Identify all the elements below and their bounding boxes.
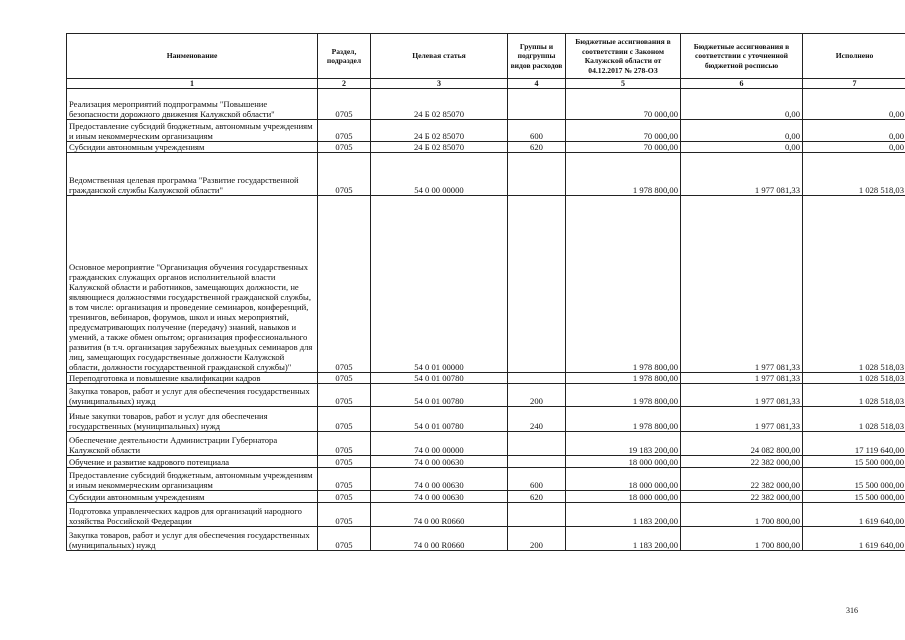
- header-name: Наименование: [67, 34, 318, 79]
- table-row: [67, 503, 905, 527]
- table-row: [67, 153, 905, 196]
- row-group: [508, 153, 566, 196]
- row-section: 0705: [318, 432, 371, 456]
- row-group: [508, 373, 566, 384]
- row-law: 1 978 800,00: [566, 153, 681, 196]
- row-name: Закупка товаров, работ и услуг для обеспечения государственных (муниципальных) нужд: [67, 527, 318, 551]
- col-number: 6: [681, 79, 803, 89]
- row-executed: 15 500 000,00: [803, 456, 905, 468]
- page-number: 316: [846, 606, 858, 615]
- table-row: [67, 491, 905, 503]
- row-executed: 17 119 640,00: [803, 432, 905, 456]
- row-section: 0705: [318, 196, 371, 373]
- table-row: [67, 384, 905, 407]
- row-target: 54 0 01 00780: [371, 373, 508, 384]
- row-section: 0705: [318, 468, 371, 491]
- row-name: Предоставление субсидий бюджетным, автономным учреждениям и иным некоммерческим организациям: [67, 120, 318, 142]
- row-target: 74 0 00 00630: [371, 456, 508, 468]
- row-group: [508, 503, 566, 527]
- row-refined: 1 977 081,33: [681, 196, 803, 373]
- table-row: [67, 373, 905, 384]
- row-law: 1 978 800,00: [566, 384, 681, 407]
- header-executed: Исполнено: [803, 34, 905, 79]
- row-law: 1 978 800,00: [566, 196, 681, 373]
- row-target: 74 0 00 R0660: [371, 527, 508, 551]
- row-target: 54 0 00 00000: [371, 153, 508, 196]
- row-law: 18 000 000,00: [566, 456, 681, 468]
- row-name: Реализация мероприятий подпрограммы "Повышение безопасности дорожного движения Калужской области": [67, 89, 318, 120]
- row-section: 0705: [318, 89, 371, 120]
- row-name: Предоставление субсидий бюджетным, автономным учреждениям и иным некоммерческим организациям: [67, 468, 318, 491]
- row-section: 0705: [318, 407, 371, 432]
- table-row: [67, 120, 905, 142]
- row-name: Обучение и развитие кадрового потенциала: [67, 456, 318, 468]
- row-law: 1 183 200,00: [566, 527, 681, 551]
- row-target: 54 0 01 00780: [371, 407, 508, 432]
- row-law: 70 000,00: [566, 120, 681, 142]
- row-section: 0705: [318, 384, 371, 407]
- col-number: 3: [371, 79, 508, 89]
- row-executed: 15 500 000,00: [803, 468, 905, 491]
- table-row: [67, 407, 905, 432]
- row-law: 1 978 800,00: [566, 373, 681, 384]
- row-law: 70 000,00: [566, 142, 681, 153]
- row-executed: 1 028 518,03: [803, 407, 905, 432]
- header-law: Бюджетные ассигнования в соответствии с Законом Калужской области от 04.12.2017 № 278-ОЗ: [566, 34, 681, 79]
- row-name: Подготовка управленческих кадров для организаций народного хозяйства Российской Федерации: [67, 503, 318, 527]
- row-name: Обеспечение деятельности Администрации Губернатора Калужской области: [67, 432, 318, 456]
- row-group: 200: [508, 384, 566, 407]
- row-executed: 0,00: [803, 89, 905, 120]
- row-target: 24 Б 02 85070: [371, 120, 508, 142]
- row-law: 70 000,00: [566, 89, 681, 120]
- row-name: Переподготовка и повышение квалификации кадров: [67, 373, 318, 384]
- row-refined: 1 700 800,00: [681, 527, 803, 551]
- row-group: 620: [508, 491, 566, 503]
- table-row: [67, 432, 905, 456]
- table-header-row: [67, 34, 905, 79]
- row-target: 74 0 00 00630: [371, 491, 508, 503]
- row-executed: 1 028 518,03: [803, 384, 905, 407]
- row-law: 1 978 800,00: [566, 407, 681, 432]
- col-number: 7: [803, 79, 905, 89]
- row-group: 200: [508, 527, 566, 551]
- row-refined: 1 977 081,33: [681, 407, 803, 432]
- table-row: [67, 89, 905, 120]
- row-group: [508, 196, 566, 373]
- table-row: [67, 142, 905, 153]
- header-group: Группы и подгруппы видов расходов: [508, 34, 566, 79]
- row-target: 74 0 00 00000: [371, 432, 508, 456]
- row-refined: 0,00: [681, 89, 803, 120]
- row-group: 240: [508, 407, 566, 432]
- row-section: 0705: [318, 373, 371, 384]
- row-refined: 1 977 081,33: [681, 153, 803, 196]
- row-executed: 1 028 518,03: [803, 373, 905, 384]
- table-row: [67, 468, 905, 491]
- row-name: Закупка товаров, работ и услуг для обеспечения государственных (муниципальных) нужд: [67, 384, 318, 407]
- row-executed: 15 500 000,00: [803, 491, 905, 503]
- col-number: 2: [318, 79, 371, 89]
- row-group: [508, 432, 566, 456]
- row-target: 24 Б 02 85070: [371, 89, 508, 120]
- col-number: 1: [67, 79, 318, 89]
- row-section: 0705: [318, 120, 371, 142]
- table-row: [67, 456, 905, 468]
- row-law: 1 183 200,00: [566, 503, 681, 527]
- header-refined: Бюджетные ассигнования в соответствии с уточненной бюджетной росписью: [681, 34, 803, 79]
- row-name: Субсидии автономным учреждениям: [67, 491, 318, 503]
- row-section: 0705: [318, 527, 371, 551]
- row-target: 24 Б 02 85070: [371, 142, 508, 153]
- row-refined: 22 382 000,00: [681, 491, 803, 503]
- row-group: 600: [508, 468, 566, 491]
- row-law: 19 183 200,00: [566, 432, 681, 456]
- row-refined: 1 977 081,33: [681, 384, 803, 407]
- row-executed: 0,00: [803, 142, 905, 153]
- row-name: Основное мероприятие "Организация обучения государственных гражданских служащих органов исполнительной власти Калужской области и работников, замещающих должности, не являющиеся должностями государственной гражданской службы, в том числе: организация и проведение семинаров, конференций, тренингов, вебинаров, форумов, школ и иных мероприятий, предусматривающих получение (передачу) знаний, навыков и умений, а также обмен опытом; организация профессионального развития (в т.ч. организация зарубежных выездных семинаров для лиц, замещающих государственные должности Калужской области, должности государственной гражданской службы)": [67, 196, 318, 373]
- row-executed: 0,00: [803, 120, 905, 142]
- column-number-row: [67, 79, 905, 89]
- row-refined: 0,00: [681, 142, 803, 153]
- row-group: 620: [508, 142, 566, 153]
- row-law: 18 000 000,00: [566, 491, 681, 503]
- col-number: 5: [566, 79, 681, 89]
- row-executed: 1 028 518,03: [803, 196, 905, 373]
- row-name: Ведомственная целевая программа "Развитие государственной гражданской службы Калужской области": [67, 153, 318, 196]
- row-target: 54 0 01 00780: [371, 384, 508, 407]
- row-refined: 22 382 000,00: [681, 468, 803, 491]
- row-group: [508, 456, 566, 468]
- row-refined: 22 382 000,00: [681, 456, 803, 468]
- col-number: 4: [508, 79, 566, 89]
- row-refined: 24 082 800,00: [681, 432, 803, 456]
- row-refined: 0,00: [681, 120, 803, 142]
- row-group: 600: [508, 120, 566, 142]
- header-target: Целевая статья: [371, 34, 508, 79]
- row-refined: 1 977 081,33: [681, 373, 803, 384]
- row-name: Субсидии автономным учреждениям: [67, 142, 318, 153]
- row-target: 74 0 00 R0660: [371, 503, 508, 527]
- row-executed: 1 028 518,03: [803, 153, 905, 196]
- row-executed: 1 619 640,00: [803, 527, 905, 551]
- row-target: 54 0 01 00000: [371, 196, 508, 373]
- row-group: [508, 89, 566, 120]
- row-section: 0705: [318, 142, 371, 153]
- header-section: Раздел, подраздел: [318, 34, 371, 79]
- row-law: 18 000 000,00: [566, 468, 681, 491]
- table-row: [67, 196, 905, 373]
- row-executed: 1 619 640,00: [803, 503, 905, 527]
- row-name: Иные закупки товаров, работ и услуг для обеспечения государственных (муниципальных) нужд: [67, 407, 318, 432]
- row-refined: 1 700 800,00: [681, 503, 803, 527]
- row-target: 74 0 00 00630: [371, 468, 508, 491]
- row-section: 0705: [318, 491, 371, 503]
- row-section: 0705: [318, 503, 371, 527]
- row-section: 0705: [318, 456, 371, 468]
- row-section: 0705: [318, 153, 371, 196]
- budget-table: [66, 33, 905, 551]
- table-row: [67, 527, 905, 551]
